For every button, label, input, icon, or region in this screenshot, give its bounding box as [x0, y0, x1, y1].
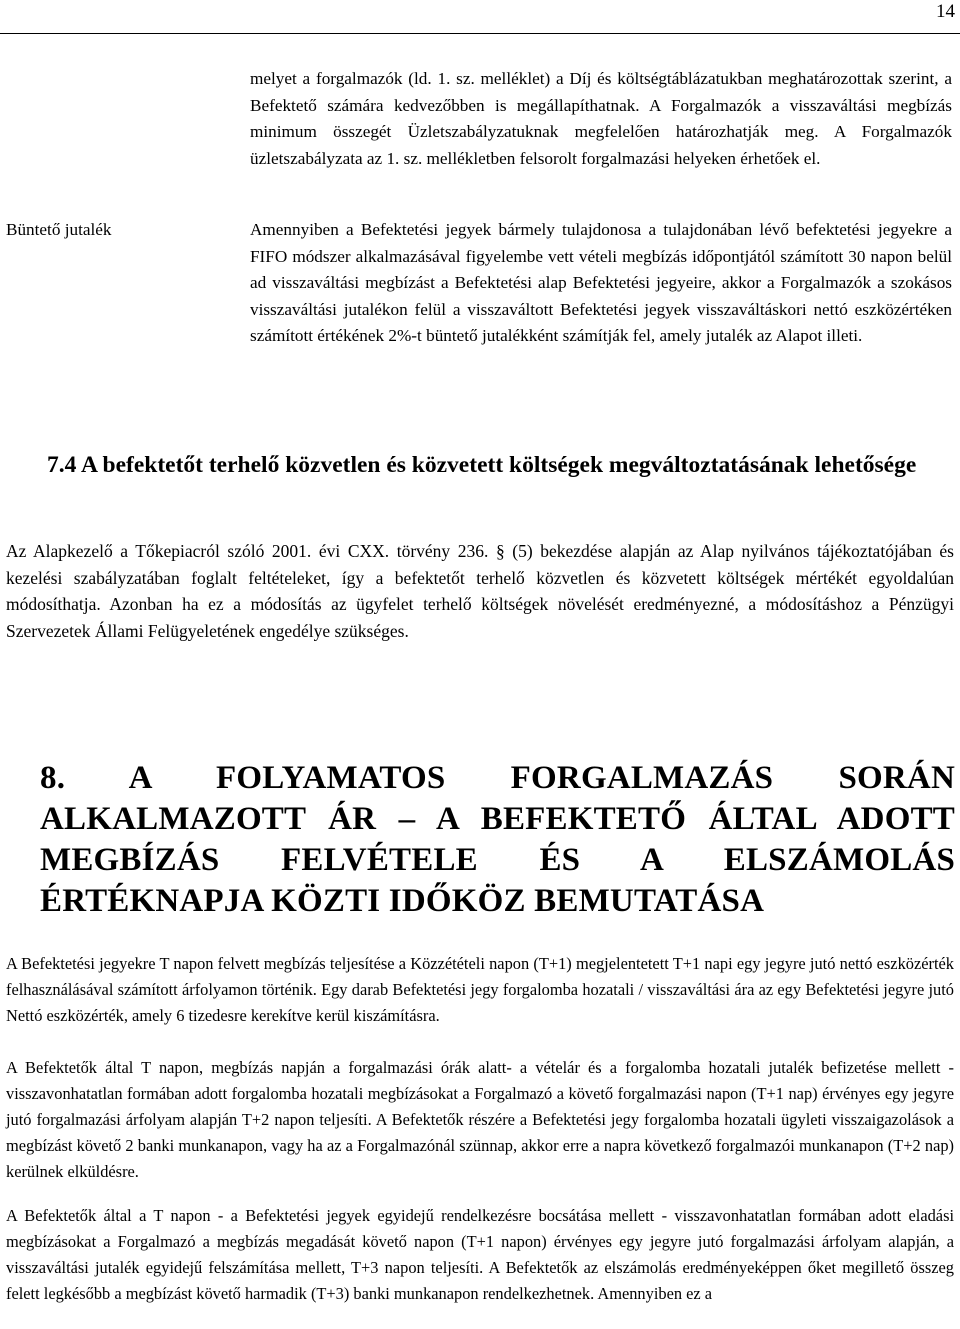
continuation-paragraph: melyet a forgalmazók (ld. 1. sz. melléklet) a Díj és költségtáblázatukban meghatározottak szerint, a Befektető számára kedvezőbben is megállapíthatnak. A Forgalmazók a visszaváltási megbízás minimum összegét Üzletszabályzatuknak megfelelően határozhatják meg. A Forgalmazók üzletszabályzata az 1. sz. mellékletben felsorolt forgalmazási helyeken érhetőek el.: [250, 69, 952, 168]
section-8-paragraph-2: A Befektetők által T napon, megbízás napján a forgalmazási órák alatt- a vételár és a forgalomba hozatali jutalék befizetése mellett - visszavonhatatlan formában adott forgalomba hozatali megbízásokat a Forgalmazó a követő forgalmazási napon (T+1 nap) érvényes egy jegyre jutó forgalmazási árfolyam alapján T+2 napon teljesíti. A Befektetők részére a Befektetési jegy forgalomba hozatali ügyleti visszaigazolások a megbízást követő 2 banki munkanapon, vagy ha az a Forgalmazónál szünnap, akkor erre a napra következő forgalmazói munkanapon (T+2 nap) kerülnek elküldésre.: [6, 1058, 954, 1182]
side-label-penalty: Büntető jutalék: [6, 220, 112, 239]
header-rule: [0, 33, 960, 34]
section-8-paragraph-1: A Befektetési jegyekre T napon felvett megbízás teljesítése a Közzétételi napon (T+1) megjelentetett T+1 napi egy jegyre jutó nettó eszközérték felhasználásával számított árfolyamon történik. Egy darab Befektetési jegy forgalomba hozatali / visszaváltási ára az egy Befektetési jegyre jutó Nettó eszközérték, amely 6 tizedesre kerekítve kerül kiszámításra.: [6, 954, 954, 1026]
page-number: 14: [936, 1, 955, 22]
section-8-heading: 8. A FOLYAMATOS FORGALMAZÁS SORÁN ALKALMAZOTT ÁR – A BEFEKTETŐ ÁLTAL ADOTT MEGBÍZÁS FELVÉTELE ÉS A ELSZÁMOLÁS ÉRTÉKNAPJA KÖZTI IDŐKÖZ BEMUTATÁSA: [40, 760, 955, 919]
section-7-4-paragraph: Az Alapkezelő a Tőkepiacról szóló 2001. évi CXX. törvény 236. § (5) bekezdése alapján az Alap nyilvános tájékoztatójában és kezelési szabályzatában foglalt feltételeket, így a befektetőt terhelő közvetlen és közvetett költségek mértékét egyoldalúan módosíthatja. Azonban ha ez a módosítás az ügyfelet terhelő költségek növelését eredményezné, a módosításhoz a Pénzügyi Szervezetek Állami Felügyeletének engedélye szükséges.: [6, 541, 954, 641]
penalty-paragraph: Amennyiben a Befektetési jegyek bármely tulajdonosa a tulajdonában lévő befektetési jegyekre a FIFO módszer alkalmazásával figyelembe vett vételi megbízás időpontjától számított 30 napon belül ad visszaváltási megbízást a Befektetési alap Befektetési jegyeire, akkor a Forgalmazók a szokásos visszaváltási jutalékon felül a visszaváltott Befektetési jegyek visszaváltáskori nettó eszközértéken számított értékének 2%-t büntető jutalékként számítják fel, amely jutalék az Alapot illeti.: [250, 220, 952, 345]
section-7-4-heading: 7.4 A befektetőt terhelő közvetlen és közvetett költségek megváltoztatásának lehetősége: [47, 452, 917, 478]
section-8-paragraph-3: A Befektetők által a T napon - a Befektetési jegyek egyidejű rendelkezésre bocsátása mellett - visszavonhatatlan formában adott eladási megbízásokat a Forgalmazó a megbízás megadását követő napon (T+1 napon) érvényes egy jegyre jutó forgalmazási árfolyam alapján, a visszaváltási jutalék egyidejű felszámítása mellett, T+3 napon teljesíti. A Befektetők az elszámolás eredményeképpen őket megillető összeg felett legkésőbb a megbízást követő harmadik (T+3) banki munkanapon rendelkezhetnek. Amennyiben ez a: [6, 1206, 954, 1304]
